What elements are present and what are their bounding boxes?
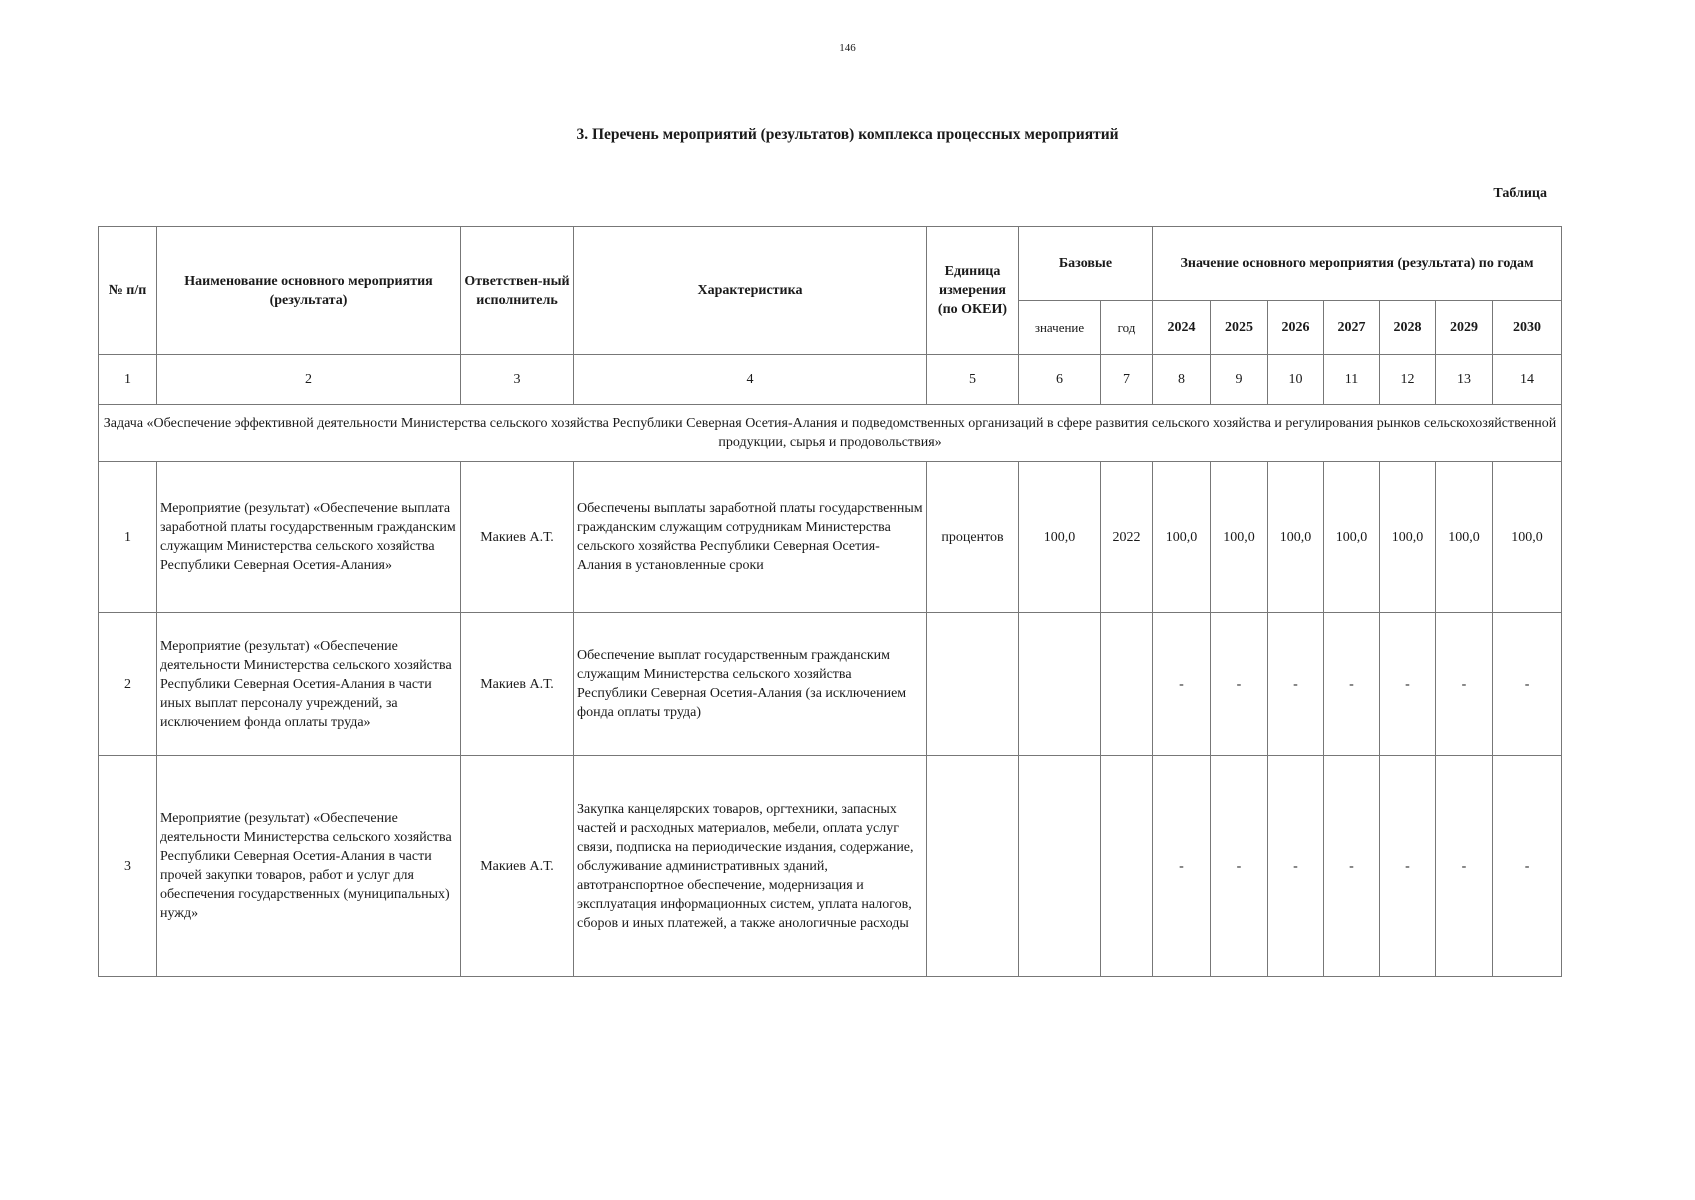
row-base-year: 2022	[1101, 462, 1153, 613]
column-number: 5	[927, 355, 1019, 405]
header-base-value: значение	[1019, 301, 1101, 355]
row-base-year	[1101, 613, 1153, 756]
header-year: 2030	[1493, 301, 1562, 355]
row-value: -	[1324, 756, 1380, 977]
header-unit: Единица измерения (по ОКЕИ)	[927, 227, 1019, 355]
row-value: 100,0	[1493, 462, 1562, 613]
row-num: 1	[99, 462, 157, 613]
column-number: 9	[1211, 355, 1268, 405]
events-table	[98, 226, 1562, 977]
column-number: 12	[1380, 355, 1436, 405]
column-number: 2	[157, 355, 461, 405]
row-name: Мероприятие (результат) «Обеспечение деятельности Министерства сельского хозяйства Республики Северная Осетия-Алания в части иных выплат персоналу учреждений, за исключением фонда оплаты труда»	[157, 613, 461, 756]
row-value: -	[1153, 756, 1211, 977]
column-number: 8	[1153, 355, 1211, 405]
row-base-value	[1019, 756, 1101, 977]
row-value: -	[1380, 613, 1436, 756]
row-name: Мероприятие (результат) «Обеспечение деятельности Министерства сельского хозяйства Республики Северная Осетия-Алания в части прочей закупки товаров, работ и услуг для обеспечения государственных (муниципальных) нужд»	[157, 756, 461, 977]
row-num: 3	[99, 756, 157, 977]
row-name: Мероприятие (результат) «Обеспечение выплата заработной платы государственным гражданским служащим Министерства сельского хозяйства Республики Северная Осетия-Алания»	[157, 462, 461, 613]
row-value: -	[1324, 613, 1380, 756]
column-number: 10	[1268, 355, 1324, 405]
column-number: 6	[1019, 355, 1101, 405]
row-value: 100,0	[1324, 462, 1380, 613]
row-value: 100,0	[1436, 462, 1493, 613]
row-responsible: Макиев А.Т.	[461, 756, 574, 977]
row-value: -	[1493, 613, 1562, 756]
header-num: № п/п	[99, 227, 157, 355]
row-value: -	[1211, 613, 1268, 756]
row-value: -	[1436, 756, 1493, 977]
header-year: 2029	[1436, 301, 1493, 355]
row-value: -	[1268, 613, 1324, 756]
row-value: 100,0	[1153, 462, 1211, 613]
row-unit: процентов	[927, 462, 1019, 613]
row-responsible: Макиев А.Т.	[461, 613, 574, 756]
row-value: 100,0	[1380, 462, 1436, 613]
row-value: -	[1153, 613, 1211, 756]
row-characteristic: Обеспечены выплаты заработной платы государственным гражданским служащим сотрудникам Министерства сельского хозяйства Республики Северная Осетия-Алания в установленные сроки	[574, 462, 927, 613]
column-number: 11	[1324, 355, 1380, 405]
table-row	[99, 462, 1562, 613]
page-title: 3. Перечень мероприятий (результатов) комплекса процессных мероприятий	[576, 126, 1119, 143]
column-number-row	[99, 355, 1562, 405]
row-base-value	[1019, 613, 1101, 756]
header-responsible: Ответствен-ный исполнитель	[461, 227, 574, 355]
row-base-value: 100,0	[1019, 462, 1101, 613]
table-row	[99, 756, 1562, 977]
row-value: -	[1211, 756, 1268, 977]
row-num: 2	[99, 613, 157, 756]
header-year: 2025	[1211, 301, 1268, 355]
header-year: 2028	[1380, 301, 1436, 355]
column-number: 4	[574, 355, 927, 405]
task-row	[99, 405, 1562, 462]
row-characteristic: Закупка канцелярских товаров, оргтехники, запасных частей и расходных материалов, мебели, оплата услуг связи, подписка на периодические издания, содержание, обслуживание административных зданий, автотранспортное обеспечение, модернизация и эксплуатация информационных систем, уплата налогов, сборов и иных платежей, а также анологичные расходы	[574, 756, 927, 977]
row-value: -	[1380, 756, 1436, 977]
header-base: Базовые	[1019, 227, 1153, 301]
row-value: 100,0	[1211, 462, 1268, 613]
row-base-year	[1101, 756, 1153, 977]
header-year: 2024	[1153, 301, 1211, 355]
header-base-year: год	[1101, 301, 1153, 355]
header-values-by-years: Значение основного мероприятия (результата) по годам	[1153, 227, 1562, 301]
header-year: 2027	[1324, 301, 1380, 355]
header-characteristic: Характеристика	[574, 227, 927, 355]
task-text: Задача «Обеспечение эффективной деятельности Министерства сельского хозяйства Республики Северная Осетия-Алания и подведомственных организаций в сфере развития сельского хозяйства и регулирования рынков сельскохозяйственной продукции, сырья и продовольствия»	[99, 405, 1562, 462]
row-unit	[927, 613, 1019, 756]
column-number: 7	[1101, 355, 1153, 405]
column-number: 13	[1436, 355, 1493, 405]
column-number: 1	[99, 355, 157, 405]
row-value: -	[1268, 756, 1324, 977]
row-unit	[927, 756, 1019, 977]
row-characteristic: Обеспечение выплат государственным гражданским служащим Министерства сельского хозяйства Республики Северная Осетия-Алания (за исключением фонда оплаты труда)	[574, 613, 927, 756]
header-year: 2026	[1268, 301, 1324, 355]
row-responsible: Макиев А.Т.	[461, 462, 574, 613]
table-row	[99, 613, 1562, 756]
table-label: Таблица	[1493, 186, 1547, 201]
row-value: 100,0	[1268, 462, 1324, 613]
row-value: -	[1493, 756, 1562, 977]
column-number: 3	[461, 355, 574, 405]
row-value: -	[1436, 613, 1493, 756]
column-number: 14	[1493, 355, 1562, 405]
page-number: 146	[839, 42, 856, 54]
header-name: Наименование основного мероприятия (результата)	[157, 227, 461, 355]
